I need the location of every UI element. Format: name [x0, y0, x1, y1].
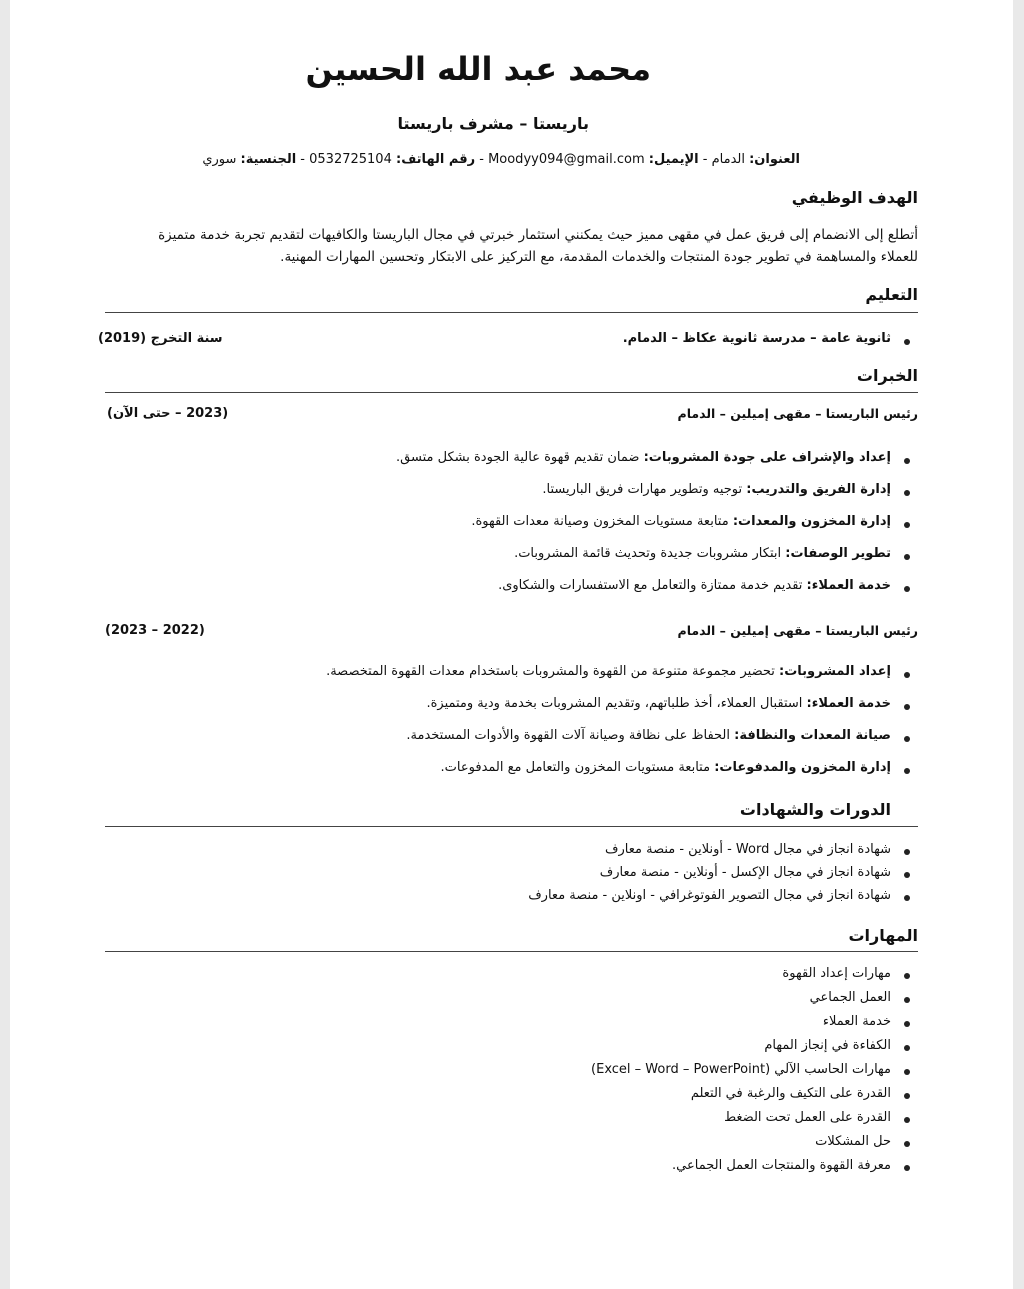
nationality-label: الجنسية: — [240, 152, 297, 167]
objective-heading: الهدف الوظيفي — [791, 188, 918, 207]
education-item: ثانوية عامة – مدرسة ثانوية عكاظ – الدمام. — [623, 331, 918, 363]
skill-item: خدمة العملاء — [591, 1014, 918, 1038]
section-divider — [105, 312, 918, 313]
email-value: Moodyy094@gmail.com — [488, 152, 645, 167]
resume-page — [10, 0, 1013, 1289]
candidate-name: محمد عبد الله الحسين — [305, 50, 651, 88]
objective-line: أتطلع إلى الانضمام إلى فريق عمل في مقهى مميز حيث يمكنني استثمار خبرتي في مجال الباريستا والكافيهات لتقديم تجربة خدمة متميزة — [158, 227, 918, 243]
job-dates-1: (2023 – حتى الآن) — [107, 406, 229, 421]
contact-line: العنوان: الدمام - الإيميل: Moodyy094@gmail.com - رقم الهاتف: 0532725104 - الجنسية: سوري — [202, 152, 800, 167]
task-item: إعداد والإشراف على جودة المشروبات: ضمان تقديم قهوة عالية الجودة بشكل متسق. — [396, 450, 918, 482]
task-item: إدارة المخزون والمعدات: متابعة مستويات المخزون وصيانة معدات القهوة. — [396, 514, 918, 546]
task-item: خدمة العملاء: استقبال العملاء، أخذ طلباتهم، وتقديم المشروبات بخدمة ودية ومتميزة. — [326, 696, 918, 728]
skill-item: القدرة على العمل تحت الضغط — [591, 1110, 918, 1134]
skill-item: القدرة على التكيف والرغبة في التعلم — [591, 1086, 918, 1110]
task-item: إدارة المخزون والمدفوعات: متابعة مستويات المخزون والتعامل مع المدفوعات. — [326, 760, 918, 792]
job-tasks-2 — [326, 664, 918, 792]
job-title-2: رئيس الباريستا – مقهى إميلين – الدمام — [677, 623, 918, 638]
email-label: الإيميل: — [648, 152, 699, 167]
section-divider — [105, 951, 918, 952]
job-title: باريستا – مشرف باريستا — [397, 114, 589, 133]
nationality-value: سوري — [202, 152, 237, 167]
courses-list — [528, 842, 918, 911]
education-heading: التعليم — [865, 285, 918, 304]
section-divider — [105, 392, 918, 393]
education-list — [623, 331, 918, 363]
course-item: شهادة انجاز في مجال التصوير الفوتوغرافي - اونلاين - منصة معارف — [528, 888, 918, 911]
job-tasks-1 — [396, 450, 918, 610]
skill-item: الكفاءة في إنجاز المهام — [591, 1038, 918, 1062]
phone-value: 0532725104 — [309, 152, 392, 167]
experience-heading: الخبرات — [856, 366, 918, 385]
section-divider — [105, 826, 918, 827]
address-label: العنوان: — [749, 152, 800, 167]
job-dates-2: (2022 – 2023) — [105, 623, 205, 638]
course-item: شهادة انجاز في مجال الإكسل - أونلاين - منصة معارف — [528, 865, 918, 888]
phone-label: رقم الهاتف: — [396, 152, 476, 167]
skill-item: مهارات الحاسب الآلي (Excel – Word – PowerPoint) — [591, 1062, 918, 1086]
skill-item: مهارات إعداد القهوة — [591, 966, 918, 990]
objective-line: للعملاء والمساهمة في تطوير جودة المنتجات والخدمات المقدمة، مع التركيز على الابتكار وتحسين المهارات المهنية. — [280, 249, 918, 265]
task-item: إدارة الفريق والتدريب: توجيه وتطوير مهارات فريق الباريستا. — [396, 482, 918, 514]
task-item: تطوير الوصفات: ابتكار مشروبات جديدة وتحديث قائمة المشروبات. — [396, 546, 918, 578]
skill-item: حل المشكلات — [591, 1134, 918, 1158]
graduation-year: سنة التخرج (2019) — [98, 331, 223, 346]
task-item: إعداد المشروبات: تحضير مجموعة متنوعة من القهوة والمشروبات باستخدام معدات القهوة المتخصصة. — [326, 664, 918, 696]
objective-text — [118, 224, 918, 268]
skill-item: العمل الجماعي — [591, 990, 918, 1014]
course-item: شهادة انجاز في مجال Word - أونلاين - منصة معارف — [528, 842, 918, 865]
skills-heading: المهارات — [848, 926, 918, 945]
skills-list — [591, 966, 918, 1182]
job-title-1: رئيس الباريستا – مقهى إميلين – الدمام — [677, 406, 918, 421]
address-value: الدمام — [711, 152, 745, 167]
task-item: صيانة المعدات والنظافة: الحفاظ على نظافة وصيانة آلات القهوة والأدوات المستخدمة. — [326, 728, 918, 760]
task-item: خدمة العملاء: تقديم خدمة ممتازة والتعامل مع الاستفسارات والشكاوى. — [396, 578, 918, 610]
courses-heading: الدورات والشهادات — [739, 800, 891, 819]
skill-item: معرفة القهوة والمنتجات العمل الجماعي. — [591, 1158, 918, 1182]
